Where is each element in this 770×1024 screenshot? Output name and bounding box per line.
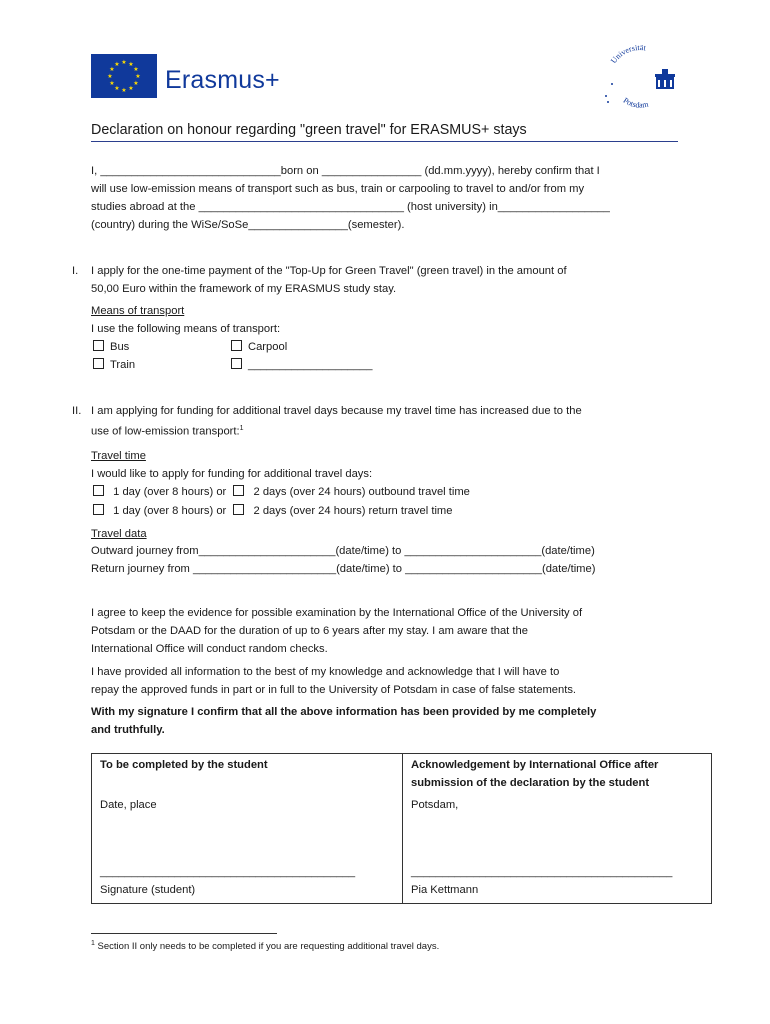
svg-text:★: ★ xyxy=(133,80,139,87)
return-2days-checkbox[interactable] xyxy=(233,504,244,515)
office-signature-block xyxy=(411,863,672,899)
seal-top-text: Universität xyxy=(609,44,647,66)
footnote-reference[interactable]: 1 xyxy=(239,425,244,432)
student-cell-heading: To be completed by the student xyxy=(100,759,268,771)
return-1day-label: 1 day (over 8 hours) or xyxy=(113,505,227,517)
svg-text:★: ★ xyxy=(128,85,134,92)
outbound-2days-label: 2 days (over 24 hours) outbound travel time xyxy=(253,486,470,498)
office-place-field: Potsdam, xyxy=(411,799,459,811)
outbound-2days-checkbox[interactable] xyxy=(233,485,244,496)
travel-data-heading: Travel data xyxy=(91,528,147,540)
student-signature-label: Signature (student) xyxy=(100,884,196,896)
section-2-line: use of low-emission transport:$^1$ xyxy=(91,425,244,438)
intro-paragraph xyxy=(91,162,676,234)
agreement-line: I agree to keep the evidence for possible examination by the International Office of the University of xyxy=(91,607,583,619)
svg-text:Potsdam xyxy=(622,96,650,110)
svg-text:Universität xyxy=(609,44,647,65)
title-divider xyxy=(91,141,678,142)
section-1-text xyxy=(91,262,676,298)
section-1-numeral: I. xyxy=(72,265,79,277)
university-seal-logo xyxy=(600,44,680,116)
svg-text:★: ★ xyxy=(133,66,139,73)
section-2-line: I am applying for funding for additional travel days because my travel time has increased due to the xyxy=(91,405,582,417)
return-journey-field[interactable]: Return journey from _______________________(date/time) to ______________________(date/time) xyxy=(91,563,596,575)
outbound-1day-label: 1 day (over 8 hours) or xyxy=(113,486,227,498)
bus-option[interactable] xyxy=(93,338,129,356)
intro-line: will use low-emission means of transport such as bus, train or carpooling to travel to and/or from my xyxy=(91,183,585,195)
provided-line: I have provided all information to the best of my knowledge and acknowledge that I will have to xyxy=(91,666,560,678)
outbound-1day-checkbox[interactable] xyxy=(93,485,104,496)
office-signature-line: __________________________________________ xyxy=(411,866,673,878)
bus-checkbox[interactable] xyxy=(93,340,104,351)
section-1-line: I apply for the one-time payment of the "Top-Up for Green Travel" (green travel) in the amount of xyxy=(91,265,567,277)
agreement-line: International Office will conduct random checks. xyxy=(91,643,328,655)
means-heading: Means of transport xyxy=(91,305,185,317)
section-2-text xyxy=(91,402,676,441)
student-cell xyxy=(92,754,403,904)
confirm-line: and truthfully. xyxy=(91,724,165,736)
footnote-divider xyxy=(91,933,277,934)
seal-bottom-text: Potsdam xyxy=(621,95,650,110)
svg-text:★: ★ xyxy=(107,73,113,80)
carpool-option[interactable] xyxy=(231,338,287,356)
section-2-numeral: II. xyxy=(72,405,82,417)
return-travel-row xyxy=(93,502,452,520)
provided-line: repay the approved funds in part or in full to the University of Potsdam in case of false statements. xyxy=(91,684,577,696)
return-1day-checkbox[interactable] xyxy=(93,504,104,515)
svg-text:★: ★ xyxy=(109,80,115,87)
section-1-line: 50,00 Euro within the framework of my ERASMUS study stay. xyxy=(91,283,397,295)
provided-paragraph xyxy=(91,663,676,699)
return-2days-label: 2 days (over 24 hours) return travel time xyxy=(253,505,453,517)
train-label: Train xyxy=(110,359,136,371)
travel-time-heading: Travel time xyxy=(91,450,146,462)
eu-flag-logo xyxy=(91,54,157,98)
other-transport-option[interactable] xyxy=(231,356,372,374)
other-transport-checkbox[interactable] xyxy=(231,358,242,369)
svg-text:★: ★ xyxy=(114,61,120,68)
outward-journey-field[interactable]: Outward journey from______________________(date/time) to ______________________(date/time) xyxy=(91,545,595,557)
office-signatory-name: Pia Kettmann xyxy=(411,884,479,896)
carpool-label: Carpool xyxy=(248,341,288,353)
svg-text:★: ★ xyxy=(128,61,134,68)
travel-time-intro: I would like to apply for funding for additional travel days: xyxy=(91,468,373,480)
agreement-paragraph xyxy=(91,604,676,658)
office-cell xyxy=(403,754,712,904)
palace-icon xyxy=(655,69,675,89)
page-title: Declaration on honour regarding "green travel" for ERASMUS+ stays xyxy=(91,122,527,138)
footnote-mark: 1 xyxy=(91,940,95,947)
confirm-paragraph xyxy=(91,703,676,739)
svg-text:★: ★ xyxy=(121,59,127,66)
office-cell-heading: submission of the declaration by the student xyxy=(411,777,650,789)
other-transport-field[interactable]: ____________________ xyxy=(248,359,373,371)
bus-label: Bus xyxy=(110,341,130,353)
train-option[interactable] xyxy=(93,356,135,374)
eu-stars-icon xyxy=(91,54,157,98)
student-signature-line[interactable]: _________________________________________ xyxy=(100,866,356,878)
intro-line: (country) during the WiSe/SoSe________________(semester). xyxy=(91,219,405,231)
svg-text:★: ★ xyxy=(121,87,127,94)
svg-text:★: ★ xyxy=(109,66,115,73)
intro-line: studies abroad at the _________________________________ (host university) in__________________ xyxy=(91,201,610,213)
means-intro: I use the following means of transport: xyxy=(91,323,281,335)
footnote xyxy=(91,940,439,952)
confirm-line: With my signature I confirm that all the above information has been provided by me completely xyxy=(91,706,597,718)
agreement-line: Potsdam or the DAAD for the duration of up to 6 years after my stay. I am aware that the xyxy=(91,625,528,637)
svg-text:★: ★ xyxy=(135,73,141,80)
intro-line: I, _____________________________born on ________________ (dd.mm.yyyy), hereby confirm that I xyxy=(91,165,600,177)
svg-text:★: ★ xyxy=(114,85,120,92)
erasmus-logo-text: Erasmus+ xyxy=(165,66,280,94)
carpool-checkbox[interactable] xyxy=(231,340,242,351)
signature-table xyxy=(91,753,712,904)
footnote-text: Section II only needs to be completed if you are requesting additional travel days. xyxy=(97,941,440,953)
train-checkbox[interactable] xyxy=(93,358,104,369)
date-place-field[interactable]: Date, place xyxy=(100,799,157,811)
office-cell-heading: Acknowledgement by International Office after xyxy=(411,759,659,771)
outbound-travel-row xyxy=(93,483,470,501)
student-signature-block xyxy=(100,863,355,899)
